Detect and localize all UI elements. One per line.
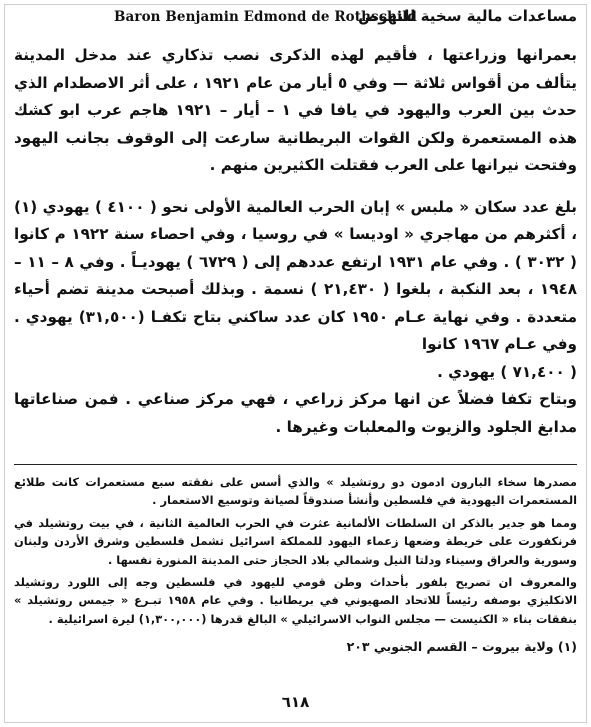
header-latin-title: Baron Benjamin Edmond de Rothschild xyxy=(114,9,417,25)
paragraph-petah-tikva-attack: بعمرانها وزراعتها ، فأقيم لهذه الذكرى نصب تذكاري عند مدخل المدينة يتألف من أقواس ثلاثة — وفي ٥ أيار من عام ١٩٢١ ، على أثر الاصطدام الذي حدث بين العرب واليهود في يافا في ١ – أيار – ١٩٢١ هاجم عرب ابو كشك هذه المستعمرة ولكن القوات البريطانية سارعت إلى الوقوف بجانب اليهود وفتحت نيرانها على العرب فقتلت الكثيرين منهم . xyxy=(14,46,577,174)
paragraph-population: بلغ عدد سكان « ملبس » إبان الحرب العالمية الأولى نحو ( ٤١٠٠ ) يهودي (١) ، أكثرهم من مهاجري « اوديسا » في روسيا ، وفي احصاء سنة ١٩٢٢ م كانوا ( ٣٠٣٢ ) . وفي عام ١٩٣١ ارتفع عددهم إلى ( ٦٧٢٩ ) يهوديـاً . وفي ٨ – ١١ – ١٩٤٨ ، بعد النكبة ، بلغوا ( ٢١,٤٣٠ ) نسمة . وبذلك أصبحت مدينة تضم أحياء متعددة . وفي نهاية عـام ١٩٥٠ كان عدد ساكني بتاح تكفـا (٣١,٥٠٠) يهودي . وفي عـام ١٩٦٧ كانوا xyxy=(14,197,578,353)
footnote-rothschild-map: ومما هو جدير بالذكر ان السلطات الألمانية عثرت في الحرب العالمية الثانية ، في بيت روتشيلد في فرنكفورت على خريطة وضعها زعماء اليهود للمملكة اسرائيل تشمل فلسطين وشرق الأردن ولبنان وسورية والعراق وسيناء ودلتا النيل وشمالي بلاد الحجاز حتى المدينة المنورة نفسها . xyxy=(14,515,577,567)
footnote-balfour-knesset: والمعروف ان تصريح بلفور بأحداث وطن قومي لليهود في فلسطين وجه إلى اللورد روتشيلد الانكليزي بوصفه رئيساً للاتحاد الصهيوني في بريطانيا . وفي عام ١٩٥٨ تبـرع « جيمس روتشيلد » بنفقات بناء « الكنيست — مجلس النواب الاسرائيلي » البالغ قدرها (١,٣٠٠,٠٠٠) ليرة اسرائيلية . xyxy=(14,575,577,626)
footnote-rothschild-funding: مصدرها سخاء البارون ادمون دو روتشيلد » والذي أسس على نفقته سبع مستعمرات كانت طلائع المستعمرات اليهودية في فلسطين وأنشأ صندوقاً لصيانة وتوسيع الاستعمار . xyxy=(14,475,577,508)
paragraph-population-continued: ( ٧١,٤٠٠ ) يهودي . xyxy=(437,362,577,381)
page-number: ٦١٨ xyxy=(281,693,310,711)
book-page xyxy=(14,8,577,719)
footnotes-section xyxy=(14,473,577,657)
paragraph-industry: وبتاح تكفا فضلاً عن انها مركز زراعي ، فهي مركز صناعي . فمن صناعاتها مدابغ الجلود والزيوت والمعلبات وغيرها . xyxy=(14,390,577,436)
footnote-reference: (١) ولاية بيروت – القسم الجنوبي ٢٠٣ xyxy=(346,639,577,655)
main-text xyxy=(14,42,577,441)
running-header xyxy=(14,8,577,34)
footnote-divider xyxy=(14,464,577,465)
header-arabic-title: مساعدات مالية سخية للنهوض xyxy=(358,7,577,25)
